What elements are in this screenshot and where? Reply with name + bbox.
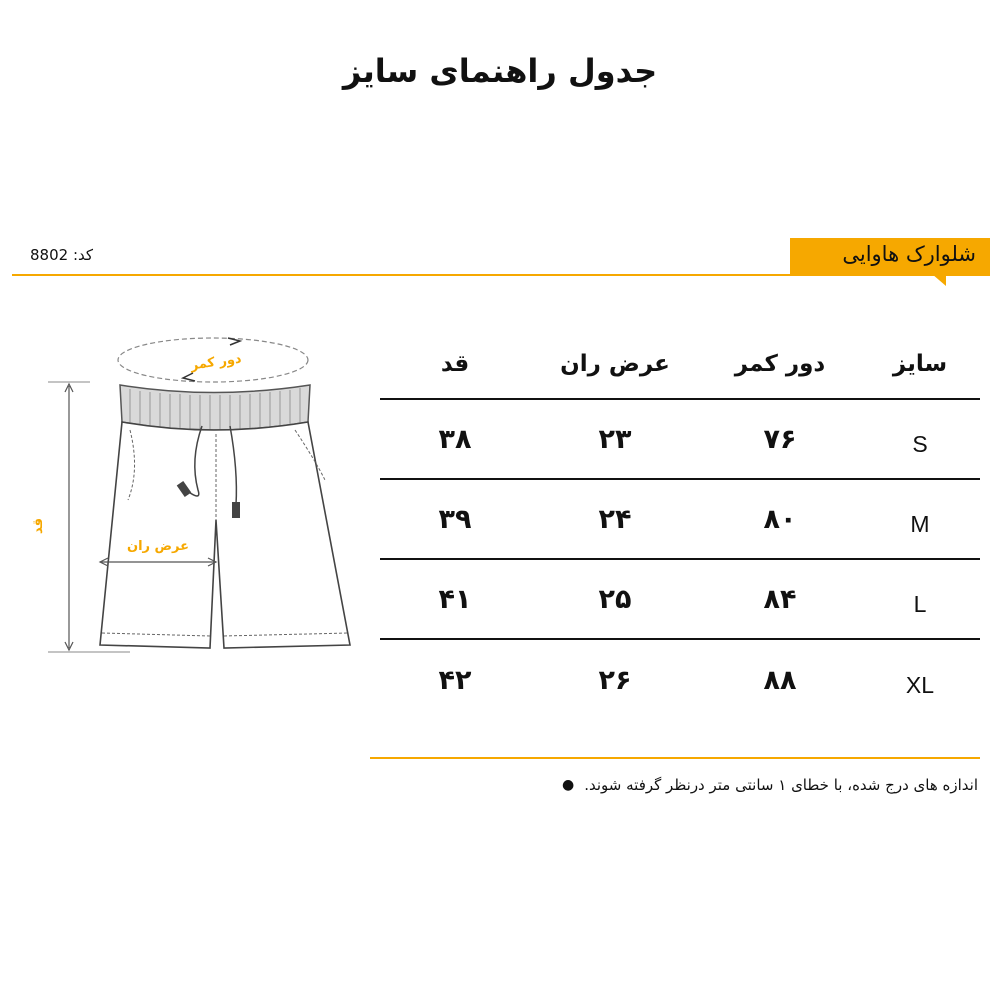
shorts-illustration	[30, 330, 370, 670]
size-table	[380, 330, 980, 720]
page-title: جدول راهنمای سایز	[342, 52, 658, 90]
size-cell: S	[912, 430, 928, 457]
header-waist: دور کمر	[734, 351, 826, 377]
table-header-row	[380, 330, 980, 400]
length-cell: ۴۱	[438, 583, 472, 615]
waist-label: دور کمر	[189, 351, 243, 374]
waist-cell: ۷۶	[763, 423, 797, 455]
thigh-label: عرض ران	[126, 539, 190, 554]
table-row	[380, 640, 980, 720]
waist-cell: ۸۰	[763, 503, 797, 535]
header-size: سایز	[892, 351, 948, 377]
header-thigh: عرض ران	[560, 351, 670, 377]
table-row	[380, 480, 980, 560]
product-name: شلوارک هاوایی	[842, 242, 976, 266]
note-text: اندازه های درج شده، با خطای ۱ سانتی متر درنظر گرفته شوند.	[584, 776, 978, 794]
product-tag	[790, 238, 990, 274]
thigh-cell: ۲۶	[598, 664, 632, 696]
footer-divider	[370, 757, 980, 759]
shorts-diagram	[30, 330, 370, 670]
table-row	[380, 400, 980, 480]
size-cell: XL	[905, 671, 935, 698]
product-code: کد: 8802	[30, 246, 94, 264]
length-label: قد	[31, 517, 46, 535]
table-row	[380, 560, 980, 640]
waist-cell: ۸۸	[763, 664, 797, 696]
size-cell: M	[910, 510, 930, 537]
measurement-note	[562, 776, 978, 794]
length-cell: ۴۲	[438, 664, 472, 696]
waist-cell: ۸۴	[763, 583, 797, 615]
thigh-cell: ۲۳	[598, 423, 632, 455]
header-length: قد	[440, 351, 470, 377]
thigh-cell: ۲۵	[598, 583, 632, 615]
size-cell: L	[913, 590, 927, 617]
bullet-icon: ●	[562, 777, 575, 793]
header-divider	[12, 274, 990, 276]
length-cell: ۳۹	[438, 503, 472, 535]
length-cell: ۳۸	[438, 423, 472, 455]
thigh-cell: ۲۴	[598, 503, 632, 535]
